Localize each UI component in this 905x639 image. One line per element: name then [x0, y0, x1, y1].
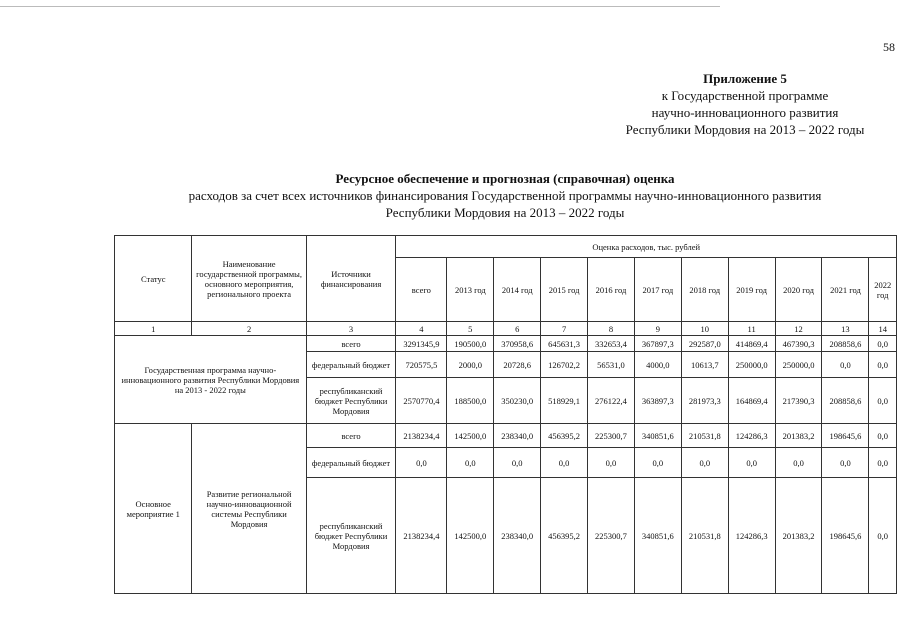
column-number: 2 [192, 322, 306, 336]
value-cell: 340851,6 [634, 478, 681, 594]
header-status: Статус [115, 236, 192, 322]
heading-subtitle: Республики Мордовия на 2013 – 2022 годы [385, 205, 625, 220]
value-cell: 124286,3 [728, 478, 775, 594]
value-cell: 456395,2 [541, 424, 588, 448]
header-year: 2018 год [681, 258, 728, 322]
value-cell: 208858,6 [822, 336, 869, 352]
value-cell: 238340,0 [494, 478, 541, 594]
appendix-title: Приложение 5 [703, 71, 787, 86]
value-cell: 198645,6 [822, 478, 869, 594]
value-cell: 142500,0 [447, 424, 494, 448]
value-cell: 0,0 [494, 448, 541, 478]
value-cell: 225300,7 [588, 478, 635, 594]
value-cell: 56531,0 [588, 352, 635, 378]
header-year: 2016 год [588, 258, 635, 322]
value-cell: 217390,3 [775, 378, 822, 424]
header-source: Источники финансирования [306, 236, 396, 322]
value-cell: 190500,0 [447, 336, 494, 352]
header-year: 2019 год [728, 258, 775, 322]
value-cell: 281973,3 [681, 378, 728, 424]
header-year: 2014 год [494, 258, 541, 322]
value-cell: 3291345,9 [396, 336, 447, 352]
page-number: 58 [883, 40, 895, 54]
header-year: 2015 год [541, 258, 588, 322]
value-cell: 126702,2 [541, 352, 588, 378]
value-cell: 332653,4 [588, 336, 635, 352]
value-cell: 0,0 [822, 352, 869, 378]
header-estimate: Оценка расходов, тыс. рублей [396, 236, 897, 258]
value-cell: 0,0 [869, 424, 897, 448]
value-cell: 210531,8 [681, 478, 728, 594]
value-cell: 0,0 [634, 448, 681, 478]
header-name: Наименование государственной программы, основного мероприятия, регионального проекта [192, 236, 306, 322]
value-cell: 0,0 [541, 448, 588, 478]
value-cell: 2138234,4 [396, 424, 447, 448]
resource-table [114, 235, 897, 594]
program-status-cell: Государственная программа научно-инновационного развития Республики Мордовия на 2013 - 2022 годы [115, 336, 307, 424]
appendix-line: Республики Мордовия на 2013 – 2022 годы [625, 122, 865, 137]
value-cell: 350230,0 [494, 378, 541, 424]
value-cell: 2000,0 [447, 352, 494, 378]
table-row [115, 336, 897, 352]
column-number: 7 [541, 322, 588, 336]
value-cell: 414869,4 [728, 336, 775, 352]
value-cell: 142500,0 [447, 478, 494, 594]
value-cell: 2570770,4 [396, 378, 447, 424]
source-cell: всего [306, 336, 396, 352]
column-number: 14 [869, 322, 897, 336]
column-number: 11 [728, 322, 775, 336]
header-year: 2021 год [822, 258, 869, 322]
value-cell: 250000,0 [775, 352, 822, 378]
column-number: 8 [588, 322, 635, 336]
value-cell: 720575,5 [396, 352, 447, 378]
column-number: 3 [306, 322, 396, 336]
source-cell: всего [306, 424, 396, 448]
value-cell: 370958,6 [494, 336, 541, 352]
value-cell: 238340,0 [494, 424, 541, 448]
value-cell: 363897,3 [634, 378, 681, 424]
value-cell: 0,0 [681, 448, 728, 478]
column-number: 10 [681, 322, 728, 336]
value-cell: 210531,8 [681, 424, 728, 448]
source-cell: федеральный бюджет [306, 352, 396, 378]
header-total: всего [396, 258, 447, 322]
top-rule [0, 6, 720, 7]
value-cell: 367897,3 [634, 336, 681, 352]
value-cell: 0,0 [447, 448, 494, 478]
value-cell: 164869,4 [728, 378, 775, 424]
value-cell: 250000,0 [728, 352, 775, 378]
value-cell: 340851,6 [634, 424, 681, 448]
appendix-line: к Государственной программе [661, 88, 829, 103]
value-cell: 20728,6 [494, 352, 541, 378]
appendix-block [595, 70, 895, 138]
value-cell: 645631,3 [541, 336, 588, 352]
column-number: 12 [775, 322, 822, 336]
column-number: 9 [634, 322, 681, 336]
value-cell: 124286,3 [728, 424, 775, 448]
source-cell: республиканский бюджет Республики Мордовия [306, 478, 396, 594]
value-cell: 188500,0 [447, 378, 494, 424]
value-cell: 0,0 [396, 448, 447, 478]
column-number: 4 [396, 322, 447, 336]
heading-subtitle: расходов за счет всех источников финансирования Государственной программы научно-инновационного развития [188, 188, 822, 203]
value-cell: 201383,2 [775, 424, 822, 448]
value-cell: 0,0 [869, 448, 897, 478]
column-number: 1 [115, 322, 192, 336]
header-year: 2017 год [634, 258, 681, 322]
source-cell: федеральный бюджет [306, 448, 396, 478]
column-number: 13 [822, 322, 869, 336]
value-cell: 4000,0 [634, 352, 681, 378]
header-year: 2013 год [447, 258, 494, 322]
appendix-line: научно-инновационного развития [651, 105, 839, 120]
value-cell: 208858,6 [822, 378, 869, 424]
value-cell: 0,0 [588, 448, 635, 478]
value-cell: 225300,7 [588, 424, 635, 448]
value-cell: 518929,1 [541, 378, 588, 424]
value-cell: 0,0 [869, 336, 897, 352]
value-cell: 2138234,4 [396, 478, 447, 594]
source-cell: республиканский бюджет Республики Мордовия [306, 378, 396, 424]
heading-title: Ресурсное обеспечение и прогнозная (справочная) оценка [335, 171, 675, 186]
value-cell: 10613,7 [681, 352, 728, 378]
value-cell: 198645,6 [822, 424, 869, 448]
header-year: 2020 год [775, 258, 822, 322]
value-cell: 0,0 [869, 352, 897, 378]
value-cell: 0,0 [775, 448, 822, 478]
value-cell: 0,0 [869, 478, 897, 594]
header-year: 2022 год [869, 258, 897, 322]
value-cell: 292587,0 [681, 336, 728, 352]
document-heading [110, 170, 900, 221]
value-cell: 0,0 [822, 448, 869, 478]
status-cell: Основное мероприятие 1 [115, 424, 192, 594]
activity-name-cell: Развитие региональной научно-инновационной системы Республики Мордовия [192, 424, 306, 594]
column-number: 5 [447, 322, 494, 336]
value-cell: 276122,4 [588, 378, 635, 424]
value-cell: 0,0 [869, 378, 897, 424]
value-cell: 456395,2 [541, 478, 588, 594]
value-cell: 467390,3 [775, 336, 822, 352]
table-row [115, 424, 897, 448]
value-cell: 0,0 [728, 448, 775, 478]
column-number: 6 [494, 322, 541, 336]
value-cell: 201383,2 [775, 478, 822, 594]
